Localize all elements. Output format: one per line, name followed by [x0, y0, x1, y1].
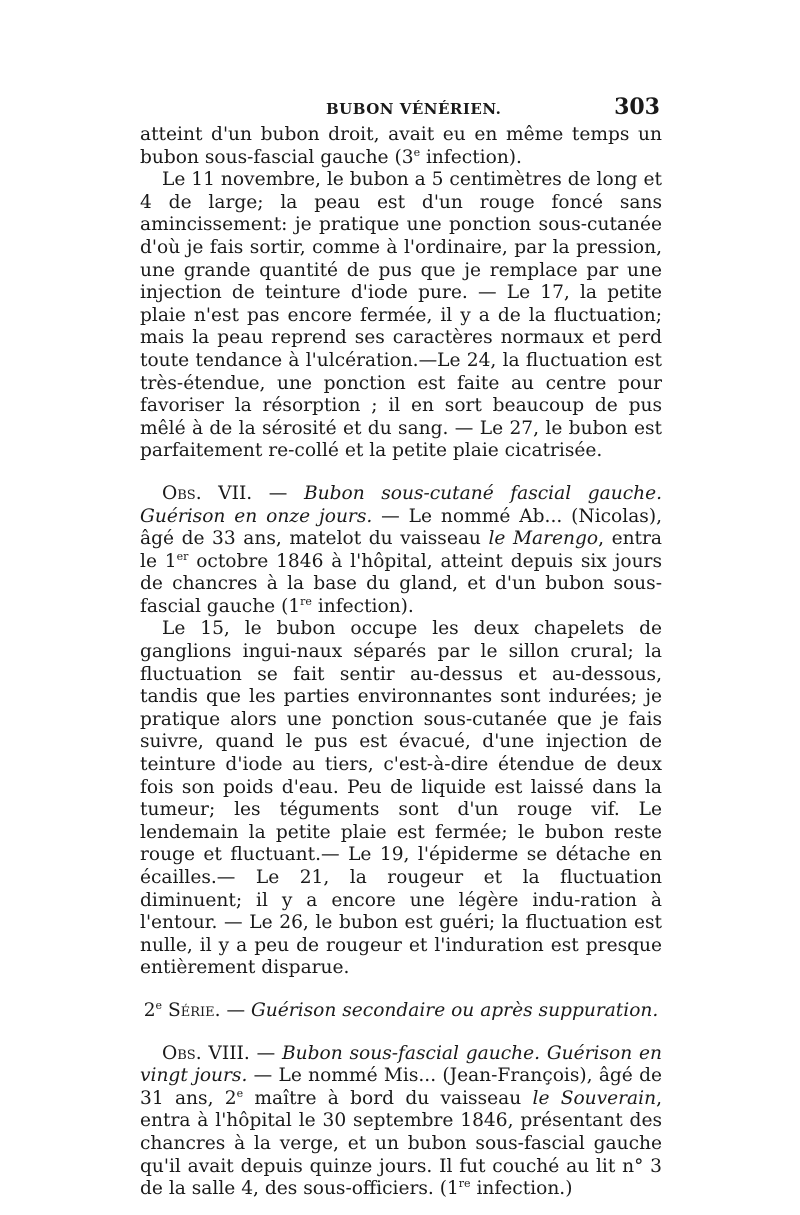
- page-number: 303: [614, 94, 660, 120]
- ship-name: le Marengo: [488, 528, 599, 550]
- observation-label: Obs. VIII.: [162, 1042, 250, 1064]
- paragraph-continuation: atteint d'un bubon droit, avait eu en même temps un bubon sous-fascial gauche (3e infection).: [140, 124, 662, 168]
- observation-title: Bubon sous-cutané fascial gauche. Guérison en onze jours.: [140, 482, 662, 527]
- ship-name: le Souverain: [532, 1087, 657, 1109]
- observation-8: Obs. VIII. — Bubon sous-fascial gauche. Guérison en vingt jours. — Le nommé Mis... (Jean-François), âgé de 31 ans, 2e maître à bord du vaisseau le Souverain, entra à l'hôpital le 30 septembre 1846, présentant des chancres à la verge, et un bubon sous-fascial gauche qu'il avait depuis quinze jours. Il fut couché au lit n° 3 de la salle 4, des sous-officiers. (1re infection.): [140, 1042, 662, 1200]
- paragraph-treatment: Le 15, le bubon occupe les deux chapelets de ganglions ingui-naux séparés par le sillon crural; la fluctuation se fait sentir au-dessus et au-dessous, tandis que les parties environnantes sont indurées; je pratique alors une ponction sous-cutanée que je fais suivre, quand le pus est évacué, d'une injection de teinture d'iode au tiers, c'est-à-dire étendue de deux fois son poids d'eau. Peu de liquide est laissé dans la tumeur; les téguments sont d'un rouge vif. Le lendemain la petite plaie est fermée; le bubon reste rouge et fluctuant.— Le 19, l'épiderme se détache en écailles.— Le 21, la rougeur et la fluctuation diminuent; il y a encore une légère indu-ration à l'entour. — Le 26, le bubon est guéri; la fluctuation est nulle, il y a peu de rougeur et l'induration est presque entièrement disparue.: [140, 618, 662, 979]
- observation-title: Bubon sous-fascial gauche. Guérison en vingt jours.: [140, 1042, 662, 1087]
- paragraph-november: Le 11 novembre, le bubon a 5 centimètres de long et 4 de large; la peau est d'un rouge foncé sans amincissement: je pratique une ponction sous-cutanée d'où je fais sortir, comme à l'ordinaire, par la pression, une grande quantité de pus que je remplace par une injection de teinture d'iode pure. — Le 17, la petite plaie n'est pas encore fermée, il y a de la fluctuation; mais la peau reprend ses caractères normaux et perd toute tendance à l'ulcération.—Le 24, la fluctuation est très-étendue, une ponction est faite au centre pour favoriser la résorption ; il en sort beaucoup de pus mêlé à de la sérosité et du sang. — Le 27, le bubon est parfaitement re-collé et la petite plaie cicatrisée.: [140, 169, 662, 462]
- page-body: [140, 124, 662, 1201]
- running-head: [140, 96, 660, 126]
- observation-7: Obs. VII. — Bubon sous-cutané fascial gauche. Guérison en onze jours. — Le nommé Ab... (Nicolas), âgé de 33 ans, matelot du vaisseau le Marengo, entra le 1er octobre 1846 à l'hôpital, atteint depuis six jours de chancres à la base du gland, et d'un bubon sous-fascial gauche (1re infection).: [140, 482, 663, 617]
- observation-label: Obs. VII.: [162, 482, 253, 504]
- series-title: Guérison secondaire ou après suppuration.: [250, 999, 659, 1021]
- running-title: BUBON VÉNÉRIEN.: [326, 100, 502, 118]
- series-heading: 2e Série. — Guérison secondaire ou après suppuration.: [143, 998, 659, 1021]
